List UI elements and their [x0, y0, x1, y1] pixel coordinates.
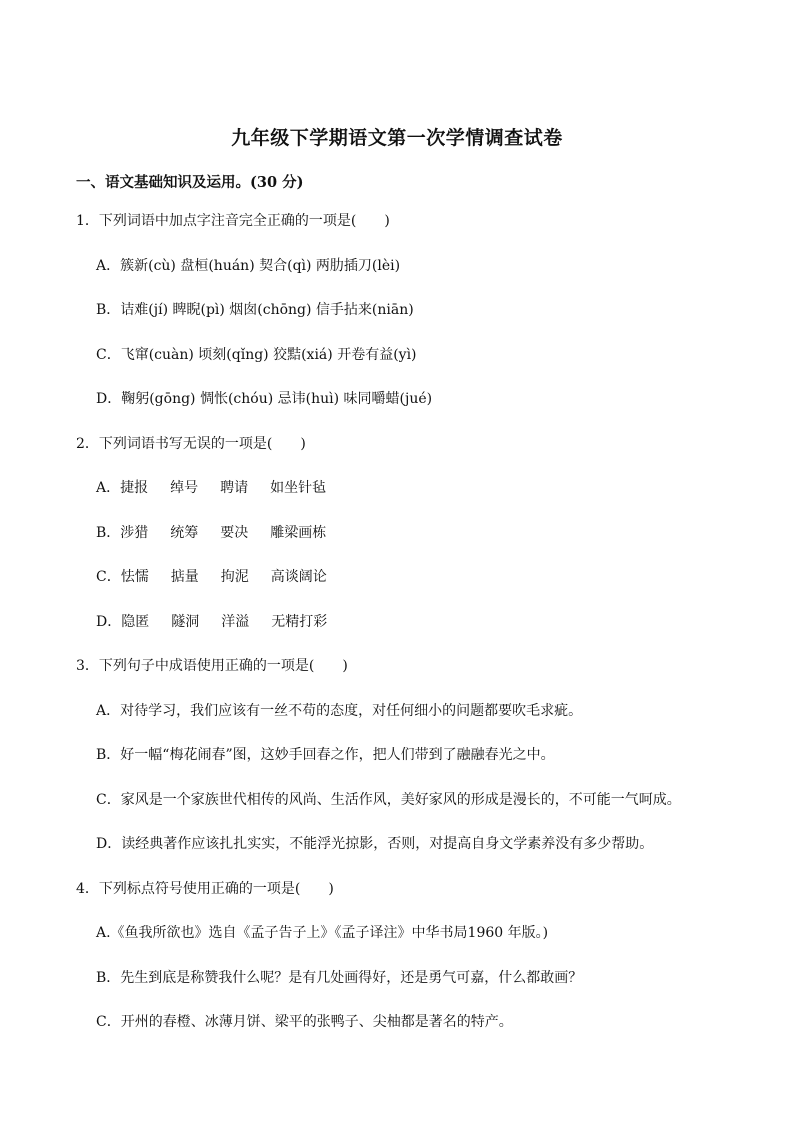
question-4-option-c: C．开州的春橙、冰薄月饼、梁平的张鸭子、尖柚都是著名的特产。 — [96, 1014, 513, 1030]
question-4-option-b: B．先生到底是称赞我什么呢？是有几处画得好，还是勇气可嘉，什么都敢画？ — [96, 970, 583, 986]
question-3-option-c: C．家风是一个家族世代相传的风尚、生活作风，美好家风的形成是漫长的，不可能一气呵成。 — [96, 792, 681, 808]
option-letter: B． — [96, 525, 121, 541]
option-word: 怯懦 — [120, 569, 149, 585]
option-word: 高谈阔论 — [270, 569, 327, 585]
question-2-option-a — [96, 478, 326, 498]
option-letter: A． — [96, 480, 121, 496]
option-word: 如坐针毡 — [270, 480, 327, 496]
question-2-option-c — [96, 567, 327, 587]
question-1-stem: 1．下列词语中加点字注音完全正确的一项是( ) — [76, 213, 390, 229]
question-3-option-a: A．对待学习，我们应该有一丝不苟的态度，对任何细小的问题都要吹毛求疵。 — [96, 703, 583, 719]
question-4-option-a: A.《鱼我所欲也》选自《孟子告子上》《孟子译注》中华书局1960 年版。) — [96, 925, 549, 941]
question-1-option-d: D．鞠躬(gōng) 惆怅(chóu) 忌讳(huì) 味同嚼蜡(jué) — [96, 391, 433, 407]
question-3-option-b: B．好一幅“梅花闹春”图，这妙手回春之作，把人们带到了融融春光之中。 — [96, 747, 555, 763]
option-letter: C． — [96, 569, 121, 585]
option-word: 绰号 — [170, 480, 199, 496]
question-1-option-b: B．诘难(jí) 睥睨(pì) 烟囱(chōng) 信手拈来(niān) — [96, 302, 414, 318]
option-word: 无精打彩 — [271, 614, 328, 630]
section-heading: 一、语文基础知识及运用。(30 分) — [76, 174, 304, 191]
option-word: 涉猎 — [120, 525, 149, 541]
option-word: 洋溢 — [221, 614, 250, 630]
question-2-option-b — [96, 523, 326, 543]
option-word: 隧洞 — [171, 614, 200, 630]
question-1-option-c: C．飞窜(cuàn) 顷刻(qǐng) 狡黠(xiá) 开卷有益(yì) — [96, 347, 417, 363]
option-word: 掂量 — [170, 569, 199, 585]
option-word: 要决 — [220, 525, 249, 541]
question-3-option-d: D．读经典著作应该扎扎实实，不能浮光掠影，否则，对提高自身文学素养没有多少帮助。 — [96, 836, 654, 852]
page-title: 九年级下学期语文第一次学情调查试卷 — [231, 127, 563, 149]
option-word: 聘请 — [220, 480, 249, 496]
option-word: 雕梁画栋 — [270, 525, 327, 541]
option-word: 拘泥 — [220, 569, 249, 585]
question-2-stem: 2．下列词语书写无误的一项是( ) — [76, 436, 306, 452]
option-word: 隐匿 — [121, 614, 150, 630]
question-1-option-a: A．簇新(cù) 盘桓(huán) 契合(qì) 两肋插刀(lèi) — [96, 258, 401, 274]
option-letter: D． — [96, 614, 122, 630]
option-word: 统筹 — [170, 525, 199, 541]
question-2-option-d — [96, 612, 327, 632]
question-4-stem: 4．下列标点符号使用正确的一项是( ) — [76, 881, 334, 897]
option-word: 捷报 — [120, 480, 149, 496]
question-3-stem: 3．下列句子中成语使用正确的一项是( ) — [76, 658, 348, 674]
